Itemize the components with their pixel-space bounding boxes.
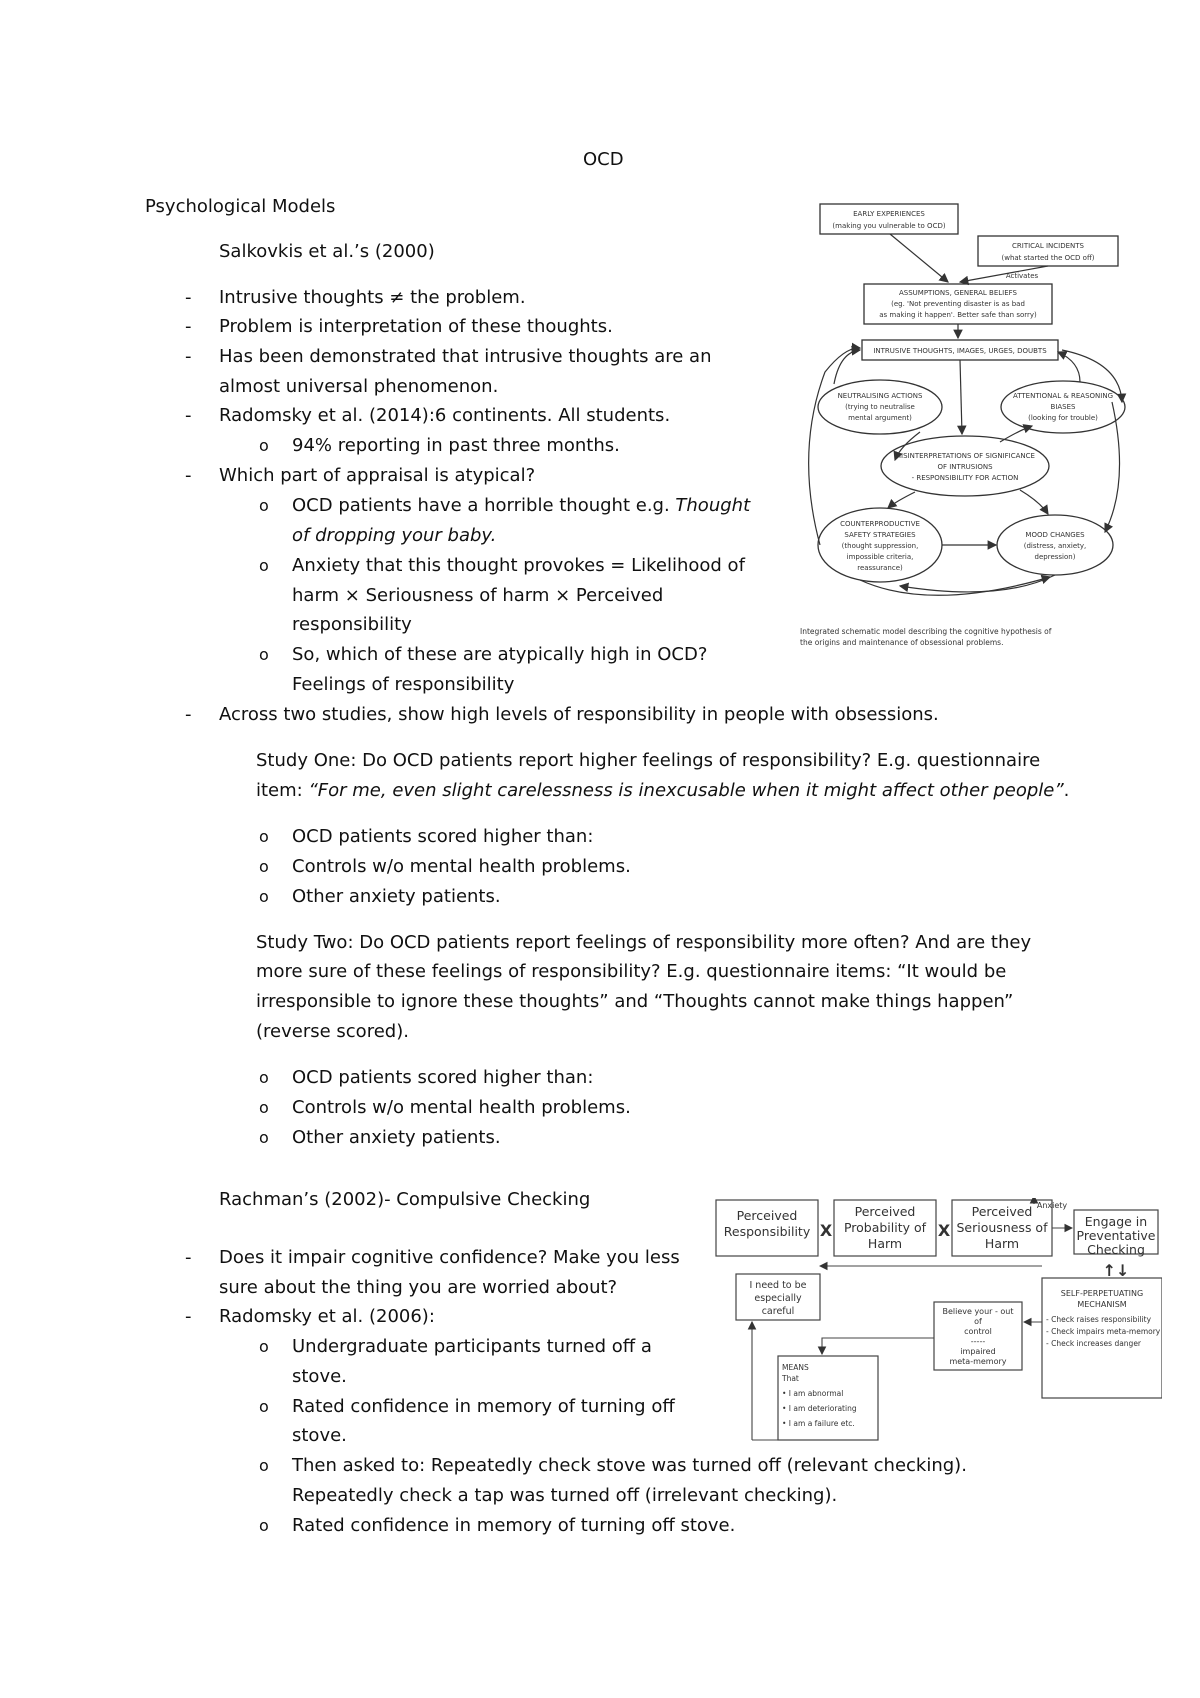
diagram-arrow xyxy=(822,1338,934,1354)
diagram-label: Anxiety xyxy=(1036,1201,1068,1210)
diagram-label: - Check increases danger xyxy=(1046,1339,1142,1348)
sub-list-item-continued: harm × Seriousness of harm × Perceived xyxy=(292,585,664,606)
diagram-label: • I am deteriorating xyxy=(782,1404,857,1413)
diagram-label: OF INTRUSIONS xyxy=(937,463,993,471)
list-item: Does it impair cognitive confidence? Make you less xyxy=(219,1247,680,1268)
diagram-label: meta-memory xyxy=(949,1357,1007,1366)
diagram-label: EARLY EXPERIENCES xyxy=(853,210,925,218)
dash-marker: - xyxy=(185,405,192,426)
sub-list-item-continued: Feelings of responsibility xyxy=(292,674,515,695)
diagram-label: Probability of xyxy=(843,1220,927,1235)
italic-example: Thought xyxy=(675,495,751,516)
diagram-arrow xyxy=(1020,490,1048,514)
sub-list-item-continued: stove. xyxy=(292,1425,347,1446)
diagram-label: SELF-PERPETUATING xyxy=(1060,1289,1144,1298)
study-one-line: Study One: Do OCD patients report higher feelings of responsibility? E.g. questionnaire xyxy=(256,750,1041,771)
diagram-label: Seriousness of xyxy=(956,1220,1048,1235)
diagram-label: I need to be xyxy=(749,1280,807,1291)
diagram-label: MECHANISM xyxy=(1077,1300,1127,1309)
sub-list-item-continued: stove. xyxy=(292,1366,347,1387)
diagram-label: (what started the OCD off) xyxy=(1001,254,1095,262)
diagram-label: (looking for trouble) xyxy=(1028,414,1098,422)
subheading-salkovskis: Salkovkis et al.’s (2000) xyxy=(219,241,435,262)
study-one-text: . xyxy=(1063,780,1070,801)
diagram-caption: the origins and maintenance of obsessional problems. xyxy=(800,638,1004,647)
diagram-arrow xyxy=(960,360,962,434)
diagram-label: especially xyxy=(754,1293,802,1304)
sub-list-item: Controls w/o mental health problems. xyxy=(292,1097,631,1118)
diagram-label: control xyxy=(964,1327,992,1336)
diagram-label: COUNTERPRODUCTIVE xyxy=(840,520,920,528)
sub-list-item: Undergraduate participants turned off a xyxy=(292,1336,652,1357)
diagram-label: MOOD CHANGES xyxy=(1025,531,1085,539)
sub-list-item xyxy=(292,491,750,521)
dash-marker: - xyxy=(185,704,192,725)
bullet-marker: o xyxy=(259,556,269,575)
diagram-label: Perceived xyxy=(854,1204,916,1219)
bullet-marker: o xyxy=(259,1397,269,1416)
bullet-marker: o xyxy=(259,1128,269,1147)
diagram-label: That xyxy=(782,1374,799,1383)
sub-list-item: Then asked to: Repeatedly check stove was turned off (relevant checking). xyxy=(292,1455,967,1476)
bullet-marker: o xyxy=(259,496,269,515)
subheading-rachman: Rachman’s (2002)- Compulsive Checking xyxy=(219,1189,591,1210)
study-two-line: irresponsible to ignore these thoughts” and “Thoughts cannot make things happen” xyxy=(256,991,1014,1012)
bullet-marker: o xyxy=(259,1337,269,1356)
diagram-label: CRITICAL INCIDENTS xyxy=(1012,242,1084,250)
sub-list-item-continued: responsibility xyxy=(292,614,412,635)
bullet-marker: o xyxy=(259,1516,269,1535)
list-item: Across two studies, show high levels of responsibility in people with obsessions. xyxy=(219,704,939,725)
diagram-label: - Check impairs meta-memory xyxy=(1046,1327,1161,1336)
diagram-label: • I am a failure etc. xyxy=(782,1419,855,1428)
diagram-label: (thought suppression, xyxy=(841,542,919,550)
sub-list-item: Controls w/o mental health problems. xyxy=(292,856,631,877)
diagram-label: Perceived xyxy=(736,1208,798,1223)
diagram-label: ----- xyxy=(970,1337,986,1346)
sub-list-text: OCD patients have a horrible thought e.g. xyxy=(292,495,676,516)
dash-marker: - xyxy=(185,1247,192,1268)
diagram-bidirectional-arrows: ↑↓ xyxy=(1102,1261,1130,1280)
dash-marker: - xyxy=(185,346,192,367)
dash-marker: - xyxy=(185,316,192,337)
study-one-text: item: xyxy=(256,780,309,801)
salkovskis-model-diagram xyxy=(800,202,1130,652)
diagram-label: depression) xyxy=(1034,553,1076,561)
diagram-label: as making it happen'. Better safe than sorry) xyxy=(879,311,1037,319)
study-two-line: (reverse scored). xyxy=(256,1021,409,1042)
bullet-marker: o xyxy=(259,827,269,846)
diagram-label: - RESPONSIBILITY FOR ACTION xyxy=(911,474,1019,482)
list-item-continued: sure about the thing you are worried about? xyxy=(219,1277,618,1298)
diagram-label: Perceived xyxy=(971,1204,1033,1219)
diagram-label: • I am abnormal xyxy=(782,1389,844,1398)
bullet-marker: o xyxy=(259,1068,269,1087)
diagram-label: Believe your - out xyxy=(942,1307,1014,1316)
diagram-label: ASSUMPTIONS, GENERAL BELIEFS xyxy=(899,289,1017,297)
diagram-label: ATTENTIONAL & REASONING xyxy=(1012,392,1114,400)
diagram-arrow xyxy=(809,348,860,545)
list-item: Which part of appraisal is atypical? xyxy=(219,465,536,486)
sub-list-item-continued: Repeatedly check a tap was turned off (irrelevant checking). xyxy=(292,1485,838,1506)
list-item: Radomsky et al. (2014):6 continents. All students. xyxy=(219,405,671,426)
sub-list-item: Other anxiety patients. xyxy=(292,886,501,907)
diagram-label: Harm xyxy=(867,1236,903,1251)
bullet-marker: o xyxy=(259,436,269,455)
diagram-caption: Integrated schematic model describing the cognitive hypothesis of xyxy=(800,627,1052,636)
diagram-label: SAFETY STRATEGIES xyxy=(844,531,916,539)
sub-list-item: So, which of these are atypically high in OCD? xyxy=(292,644,708,665)
diagram-arrow xyxy=(890,234,948,282)
diagram-multiply-sign: X xyxy=(937,1221,951,1240)
diagram-label: (making you vulnerable to OCD) xyxy=(832,222,946,230)
bullet-marker: o xyxy=(259,1456,269,1475)
section-heading: Psychological Models xyxy=(145,196,336,217)
diagram-label: (trying to neutralise xyxy=(845,403,915,411)
diagram-label: of xyxy=(974,1317,982,1326)
dash-marker: - xyxy=(185,465,192,486)
diagram-label: careful xyxy=(761,1306,795,1317)
diagram-label: Engage in xyxy=(1084,1214,1148,1229)
sub-list-item: Anxiety that this thought provokes = Likelihood of xyxy=(292,555,745,576)
study-two-line: more sure of these feelings of responsibility? E.g. questionnaire items: “It would be xyxy=(256,961,1007,982)
italic-example: of dropping your baby. xyxy=(292,525,497,546)
diagram-arrow xyxy=(834,350,860,384)
diagram-label: (eg. 'Not preventing disaster is as bad xyxy=(891,300,1025,308)
diagram-label: impaired xyxy=(960,1347,996,1356)
diagram-arrow xyxy=(888,492,915,508)
list-item: Has been demonstrated that intrusive thoughts are an xyxy=(219,346,712,367)
diagram-label: BIASES xyxy=(1050,403,1076,411)
diagram-label: Preventative xyxy=(1076,1228,1156,1243)
diagram-arrow xyxy=(900,575,1055,592)
diagram-label: Activates xyxy=(1005,272,1039,280)
sub-list-item: Rated confidence in memory of turning off xyxy=(292,1396,675,1417)
diagram-multiply-sign: X xyxy=(819,1221,833,1240)
bullet-marker: o xyxy=(259,1098,269,1117)
page-title: OCD xyxy=(583,149,624,170)
questionnaire-quote: “For me, even slight carelessness is inexcusable when it might affect other people” xyxy=(308,780,1064,801)
dash-marker: - xyxy=(185,287,192,308)
list-item-continued: almost universal phenomenon. xyxy=(219,376,499,397)
diagram-label: reassurance) xyxy=(857,564,903,572)
diagram-arrow xyxy=(1105,402,1120,532)
bullet-marker: o xyxy=(259,857,269,876)
sub-list-item: Other anxiety patients. xyxy=(292,1127,501,1148)
diagram-label: impossible criteria, xyxy=(846,553,914,561)
dash-marker: - xyxy=(185,1306,192,1327)
list-item: Intrusive thoughts ≠ the problem. xyxy=(219,287,526,308)
diagram-label: Harm xyxy=(984,1236,1020,1251)
diagram-arrow xyxy=(1058,352,1080,382)
bullet-marker: o xyxy=(259,645,269,664)
bullet-marker: o xyxy=(259,887,269,906)
diagram-label: MEANS xyxy=(782,1363,809,1372)
diagram-label: NEUTRALISING ACTIONS xyxy=(837,392,923,400)
list-item: Problem is interpretation of these thoughts. xyxy=(219,316,613,337)
diagram-label: mental argument) xyxy=(848,414,912,422)
sub-list-item: OCD patients scored higher than: xyxy=(292,826,594,847)
sub-list-item: Rated confidence in memory of turning off stove. xyxy=(292,1515,736,1536)
diagram-label: MISINTERPRETATIONS OF SIGNIFICANCE xyxy=(895,452,1035,460)
sub-list-item-continued xyxy=(292,521,496,551)
diagram-label: - Check raises responsibility xyxy=(1046,1315,1152,1324)
sub-list-item: OCD patients scored higher than: xyxy=(292,1067,594,1088)
diagram-label: (distress, anxiety, xyxy=(1023,542,1087,550)
diagram-label: Checking xyxy=(1087,1242,1145,1257)
sub-list-item: 94% reporting in past three months. xyxy=(292,435,620,456)
study-two-line: Study Two: Do OCD patients report feelings of responsibility more often? And are they xyxy=(256,932,1032,953)
diagram-arrow xyxy=(1000,426,1032,442)
rachman-checking-diagram xyxy=(712,1198,1162,1444)
diagram-label: Responsibility xyxy=(723,1224,811,1239)
list-item: Radomsky et al. (2006): xyxy=(219,1306,435,1327)
study-one-line xyxy=(256,776,1069,806)
diagram-label: INTRUSIVE THOUGHTS, IMAGES, URGES, DOUBTS xyxy=(873,347,1047,355)
